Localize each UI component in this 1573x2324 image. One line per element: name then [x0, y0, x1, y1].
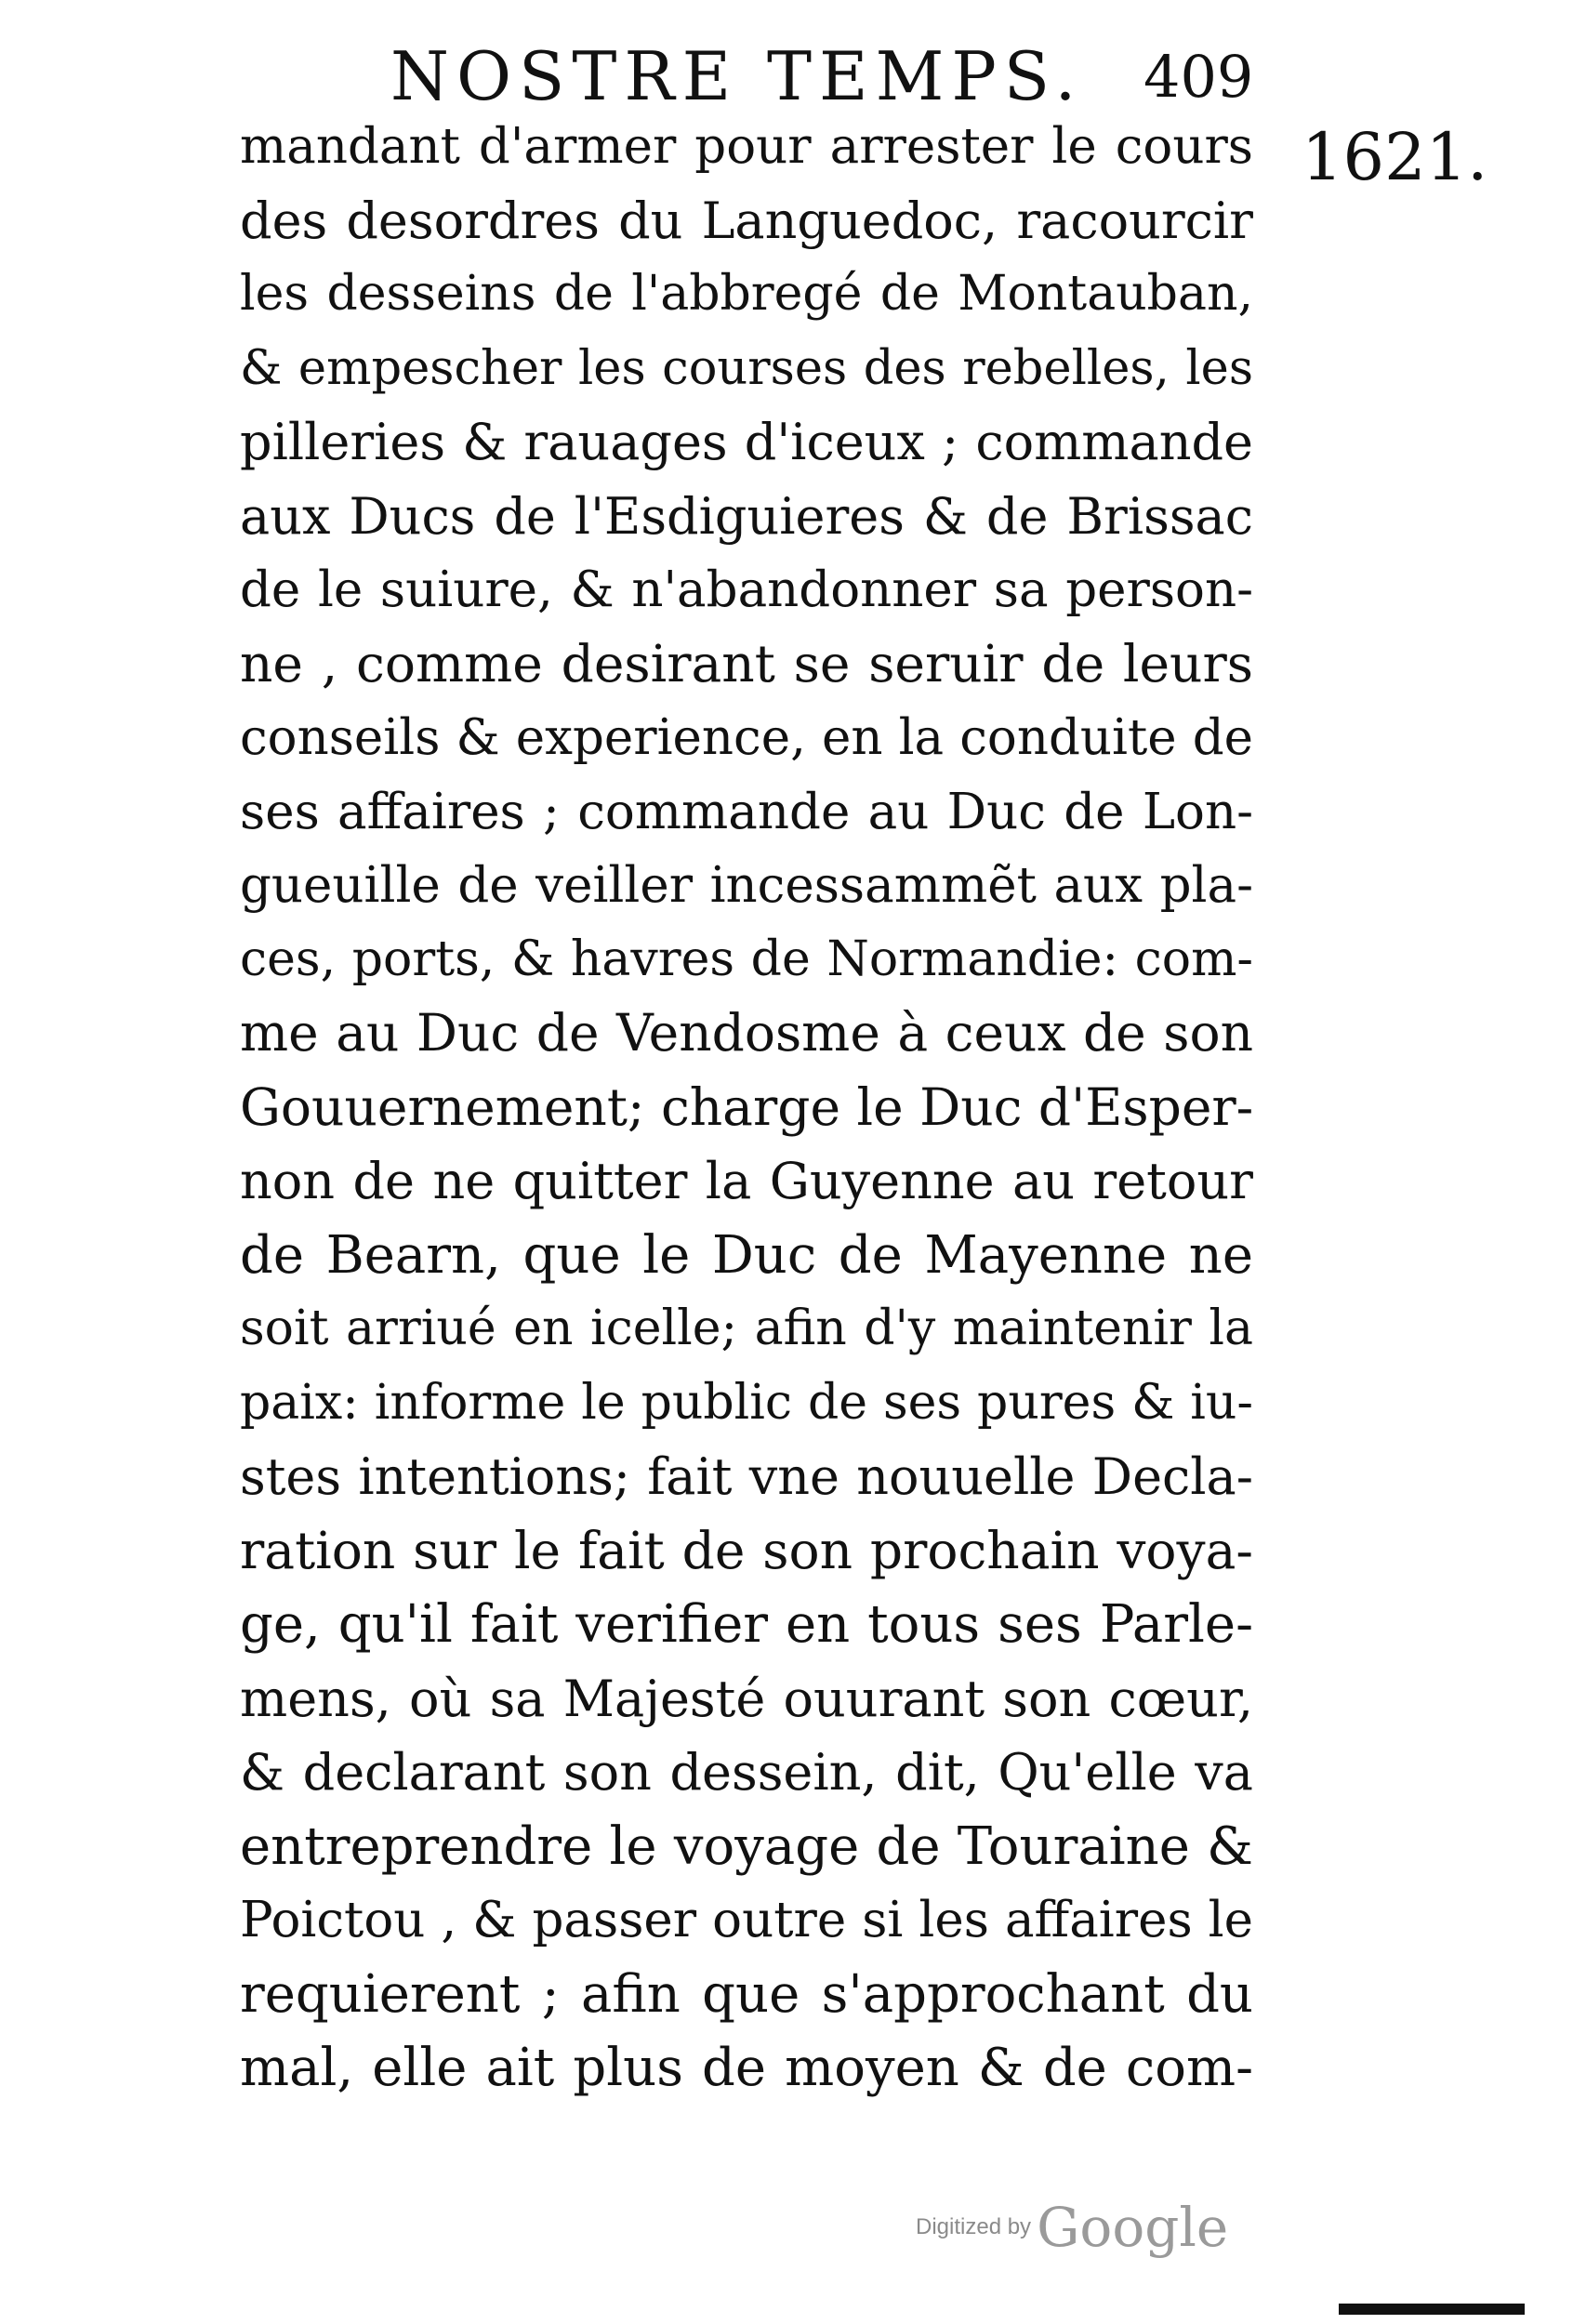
text-line: ses affaires ; commande au Duc de Lon-: [240, 783, 1253, 840]
page-number: 409: [1143, 43, 1254, 111]
body-text: [240, 110, 1253, 2106]
text-line: entreprendre le voyage de Touraine &: [240, 1816, 1253, 1877]
text-line: ces, ports, & havres de Normandie: com-: [240, 931, 1253, 987]
google-logo: Google: [1037, 2196, 1229, 2259]
text-line: & declarant son dessein, dit, Qu'elle va: [240, 1743, 1253, 1802]
text-line: me au Duc de Vendosme à ceux de son: [240, 1003, 1253, 1063]
text-line: conseils & experience, en la conduite de: [240, 709, 1253, 766]
text-line: ge, qu'il fait verifier en tous ses Parle-: [240, 1594, 1253, 1655]
text-line: des desordres du Languedoc, racourcir: [240, 191, 1253, 250]
text-line: paix: informe le public de ses pures & iu-: [240, 1374, 1253, 1431]
text-line: de le suiure, & n'abandonner sa person-: [240, 561, 1253, 618]
bottom-edge-mark: [1339, 2304, 1525, 2315]
text-line: non de ne quitter la Guyenne au retour: [240, 1152, 1253, 1210]
text-line: gueuille de veiller incessammẽt aux pla-: [240, 857, 1253, 914]
margin-year-note: 1621.: [1302, 119, 1488, 195]
text-line: les desseins de l'abbregé de Montauban,: [240, 266, 1253, 322]
text-line: soit arriué en icelle; afin d'y maintenir la: [240, 1301, 1253, 1356]
text-line: ration sur le fait de son prochain voya-: [240, 1520, 1253, 1580]
text-line: de Bearn, que le Duc de Mayenne ne: [240, 1224, 1253, 1286]
text-line: ne , comme desirant se seruir de leurs: [240, 633, 1253, 693]
digitizer-watermark: [916, 2196, 1228, 2259]
text-line: requierent ; afin que s'approchant du: [240, 1963, 1253, 2025]
running-title: NOSTRE TEMPS.: [390, 37, 1084, 115]
text-line: Poictou , & passer outre si les affaires le: [240, 1892, 1253, 1948]
text-line: mens, où sa Majesté ouurant son cœur,: [240, 1669, 1253, 1728]
text-line: stes intentions; fait vne nouuelle Decla-: [240, 1447, 1253, 1506]
text-line: & empescher les courses des rebelles, les: [240, 340, 1253, 396]
digitized-by-label: Digitized by: [916, 2214, 1032, 2239]
text-line: Gouuernement; charge le Duc d'Esper-: [240, 1076, 1253, 1137]
text-line: mal, elle ait plus de moyen & de com-: [240, 2038, 1253, 2098]
text-line: aux Ducs de l'Esdiguieres & de Brissac: [240, 486, 1253, 546]
text-line: pilleries & rauages d'iceux ; commande: [240, 413, 1253, 471]
text-line: mandant d'armer pour arrester le cours: [240, 118, 1253, 175]
